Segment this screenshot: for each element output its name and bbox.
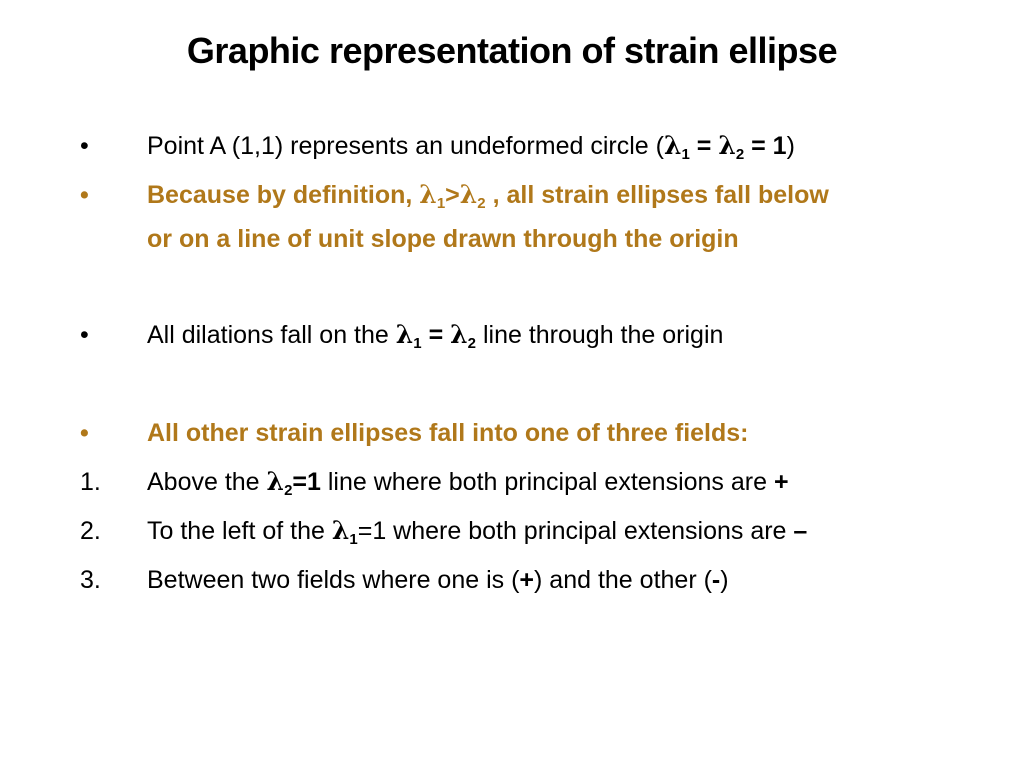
list-item-text: All dilations fall on the $\lambda_1 = \lambda_2$ line through the origin [147,320,724,352]
list-item-text: Above the $\lambda_2=1$ line where both principal extensions are + [147,467,789,499]
lambda-symbol: λ [718,131,736,160]
lambda-symbol: λ [419,180,437,209]
list-item-text: Point A (1,1) represents an undeformed circle $(\lambda_1 = \lambda_2 = 1)$ [147,131,795,163]
list-item-text: Because by definition, $\lambda_1>\lambda_2$ , all strain ellipses fall below or on a line of unit slope drawn through the origin [147,180,829,253]
bullet-marker: • [80,321,89,349]
lambda-symbol: λ [395,320,414,349]
lambda-symbol: λ [450,320,468,349]
lambda-symbol: λ [266,467,285,496]
list-item-text: Between two fields where one is (+) and the other (-) [147,566,729,594]
bullet-marker: • [80,181,89,209]
lambda-symbol: λ [331,516,350,545]
bullet-marker: • [80,132,89,160]
lambda-symbol: λ [663,131,682,160]
list-item-text: To the left of the $\lambda_1=1$ where both principal extensions are – [147,516,808,548]
bullet-marker: • [80,419,89,447]
number-marker: 3. [80,566,101,594]
slide-title: Graphic representation of strain ellipse [186,30,838,71]
number-marker: 2. [80,517,101,545]
lambda-symbol: λ [459,180,478,209]
list-item-text: All other strain ellipses fall into one of three fields: [147,419,749,447]
number-marker: 1. [80,468,101,496]
